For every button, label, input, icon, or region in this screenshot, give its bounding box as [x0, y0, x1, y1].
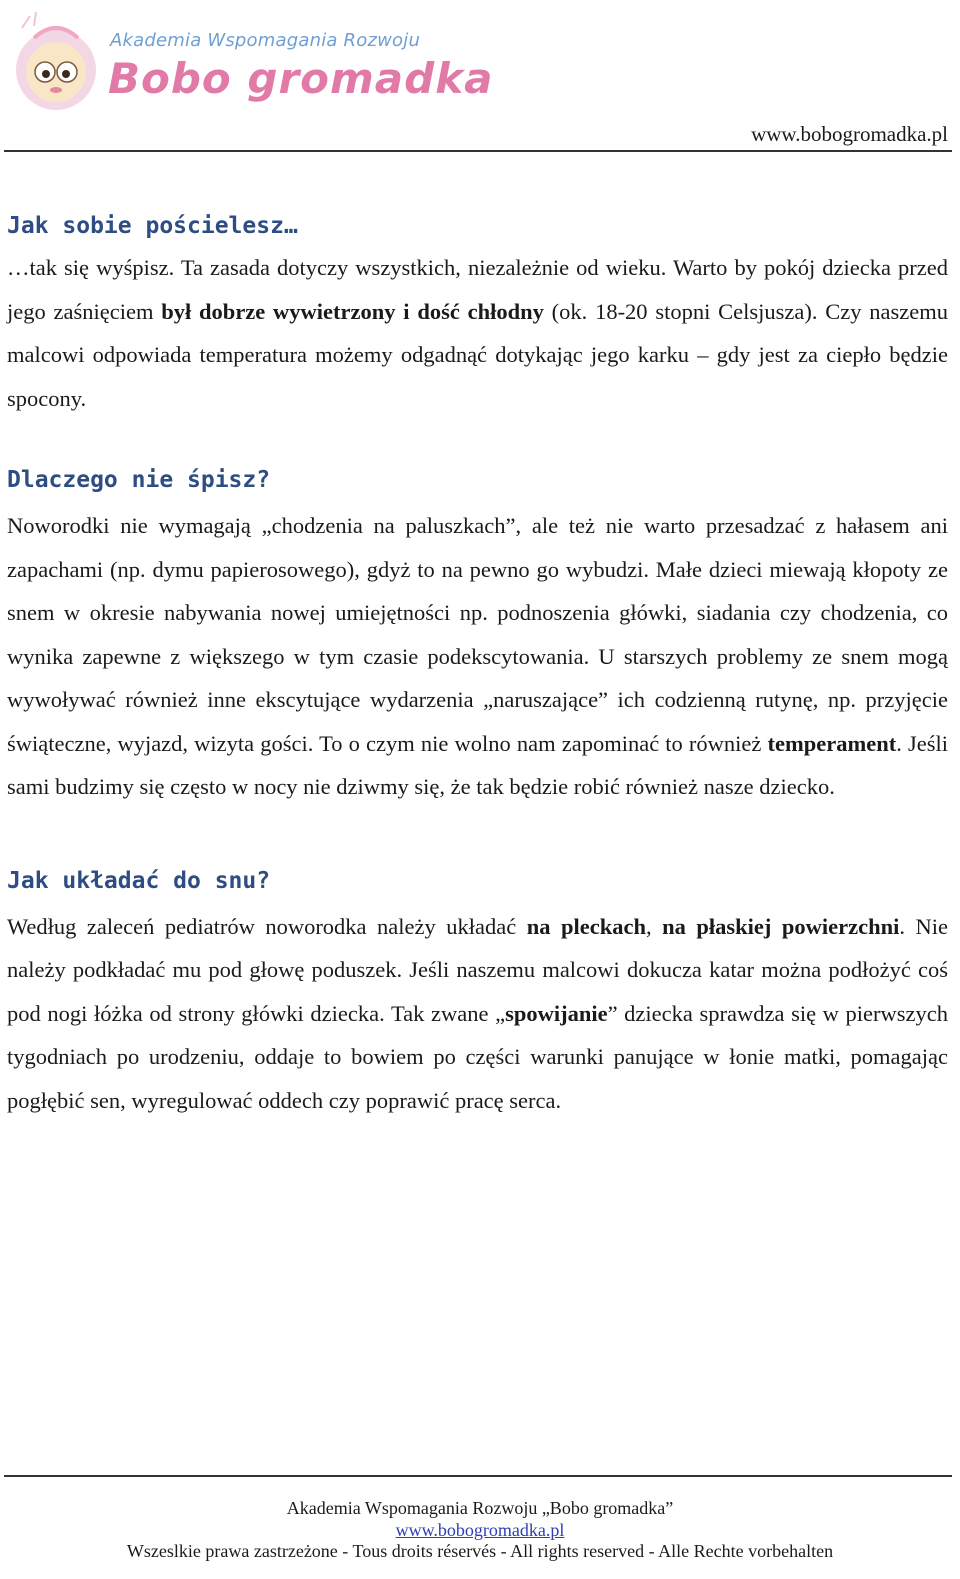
footer-rights: Wszeslkie prawa zastrzeżone - Tous droits réservés - All rights reserved - Alle Rechte vorbehalten: [126, 1541, 834, 1561]
paragraph-text: Według zaleceń pediatrów noworodka należy układać: [7, 913, 527, 939]
logo-title: Bobo gromadka: [108, 54, 494, 103]
section-paragraph: [7, 504, 948, 809]
section-jak-ukladac-do-snu: [7, 861, 948, 1123]
header-site-url: www.bobogromadka.pl: [751, 122, 948, 146]
section-heading: Jak sobie pościelesz…: [7, 213, 298, 239]
article: [7, 204, 948, 1122]
site-logo[interactable]: [12, 8, 494, 120]
paragraph-emphasis: spowijanie: [505, 1000, 608, 1026]
logo-subtitle: Akademia Wspomagania Rozwoju: [110, 30, 421, 51]
page-footer: [0, 1498, 960, 1563]
section-paragraph: [7, 246, 948, 420]
paragraph-text: Noworodki nie wymagają „chodzenia na paluszkach”, ale też nie warto przesadzać z hałasem ani zapachami (np. dymu papierosowego), gdyż to na pewno go wybudzi. Małe dzieci miewają kłopoty ze snem w okresie nabywania nowej umiejętności np. podnoszenia główki, siadania czy chodzenia, co wynika zapewne z większego w tym czasie podekscytowania. U starszych problemy ze snem mogą wywoływać również inne ekscytujące wydarzenia „naruszające” ich codzienną rutynę, np. przyjęcie świąteczne, wyjazd, wizyta gości. To o czym nie wolno nam zapominać to również: [7, 513, 948, 756]
section-dlaczego-nie-spisz: [7, 460, 948, 809]
section-heading: Dlaczego nie śpisz?: [7, 467, 271, 493]
footer-org: Akademia Wspomagania Rozwoju „Bobo gromadka”: [286, 1498, 674, 1518]
paragraph-emphasis: na płaskiej powierzchni: [662, 913, 900, 939]
paragraph-text: (ok. 18-20 stopni Celsjusza). Czy naszemu malcowi odpowiada temperatura możemy odgadnąć dotykając jego karku – gdy jest za ciepło będzie spocony.: [7, 298, 948, 411]
paragraph-text: ,: [645, 913, 663, 939]
paragraph-text: . Nie należy podkładać mu pod głowę poduszek. Jeśli naszemu malcowi dokucza katar można podłożyć coś pod nogi łóżka od strony główki dziecka. Tak zwane „: [7, 913, 948, 1026]
header-divider: [4, 150, 952, 152]
section-paragraph: [7, 905, 948, 1123]
paragraph-text: …tak się wyśpisz. Ta zasada dotyczy wszystkich, niezależnie od wieku. Warto by pokój dziecka przed jego zaśnięciem: [7, 255, 948, 324]
paragraph-text: . Jeśli sami budzimy się często w nocy nie dziwmy się, że tak będzie robić również nasze dziecko.: [7, 730, 948, 799]
paragraph-text: ” dziecka sprawdza się w pierwszych tygodniach po urodzeniu, oddaje to bowiem po części warunki panujące w łonie matki, pomagając pogłębić sen, wyregulować oddech czy poprawić pracę serca.: [7, 1000, 949, 1113]
section-jak-sobie-poscielesz: [7, 206, 948, 420]
footer-link[interactable]: www.bobogromadka.pl: [395, 1519, 565, 1540]
paragraph-emphasis: był dobrze wywietrzony i dość chłodny: [161, 298, 544, 324]
paragraph-emphasis: na pleckach: [526, 913, 646, 939]
paragraph-emphasis: temperament: [767, 730, 897, 756]
baby-face-icon: [12, 8, 102, 120]
footer-divider: [4, 1475, 952, 1477]
page-header: [0, 0, 960, 156]
section-heading: Jak układać do snu?: [7, 867, 271, 894]
